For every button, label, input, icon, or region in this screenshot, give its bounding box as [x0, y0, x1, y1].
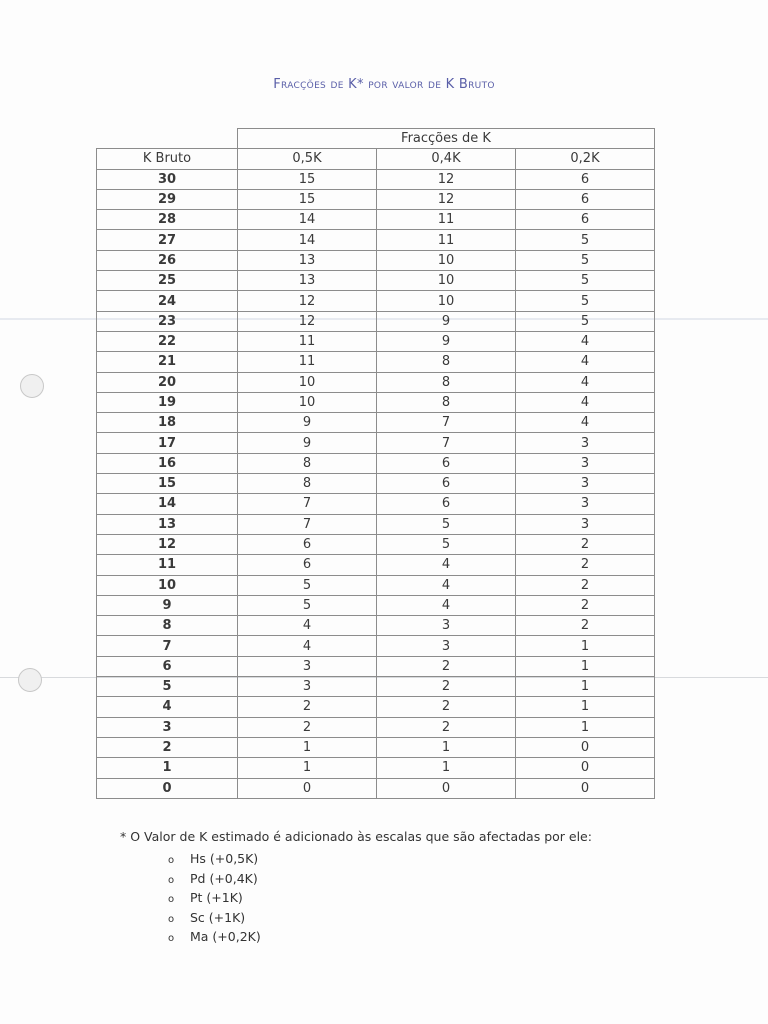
table-row [97, 494, 655, 514]
fraction-cell: 14 [238, 230, 377, 250]
bullet-icon: o [168, 855, 175, 866]
fraction-cell: 5 [516, 250, 655, 270]
fraction-cell: 5 [516, 271, 655, 291]
fraction-cell: 10 [377, 291, 516, 311]
fraction-cell: 1 [516, 717, 655, 737]
fraction-cell: 4 [516, 392, 655, 412]
table-row [97, 250, 655, 270]
table-row [97, 169, 655, 189]
k-bruto-cell: 5 [97, 677, 238, 697]
fraction-cell: 1 [516, 677, 655, 697]
table-row [97, 352, 655, 372]
fraction-cell: 13 [238, 271, 377, 291]
table-header-spacer [97, 129, 238, 149]
footnote-list-item [168, 888, 261, 908]
k-bruto-cell: 19 [97, 392, 238, 412]
fraction-cell: 6 [377, 494, 516, 514]
fraction-cell: 9 [238, 413, 377, 433]
fraction-cell: 5 [516, 230, 655, 250]
table-row [97, 656, 655, 676]
fraction-cell: 12 [377, 189, 516, 209]
fraction-cell: 4 [516, 331, 655, 351]
fraction-cell: 9 [238, 433, 377, 453]
table-row [97, 677, 655, 697]
fraction-cell: 12 [238, 311, 377, 331]
fraction-cell: 6 [238, 534, 377, 554]
fraction-cell: 10 [377, 271, 516, 291]
fraction-cell: 3 [516, 514, 655, 534]
fraction-cell: 6 [516, 169, 655, 189]
column-header-0-4k: 0,4K [377, 149, 516, 169]
table-row [97, 616, 655, 636]
fraction-cell: 3 [516, 433, 655, 453]
bullet-icon: o [168, 933, 175, 944]
fraction-cell: 13 [238, 250, 377, 270]
footnote-item-text: Pd (+0,4K) [190, 870, 258, 886]
table-row [97, 758, 655, 778]
table-row [97, 372, 655, 392]
table-row [97, 595, 655, 615]
table-row [97, 534, 655, 554]
fraction-cell: 4 [377, 555, 516, 575]
fraction-cell: 7 [377, 433, 516, 453]
k-bruto-cell: 12 [97, 534, 238, 554]
k-bruto-cell: 30 [97, 169, 238, 189]
fraction-cell: 6 [516, 210, 655, 230]
k-bruto-cell: 16 [97, 453, 238, 473]
k-bruto-cell: 24 [97, 291, 238, 311]
k-bruto-cell: 22 [97, 331, 238, 351]
table-body [97, 169, 655, 798]
k-bruto-cell: 27 [97, 230, 238, 250]
page-title: Fracções de K* por valor de K Bruto [273, 77, 495, 92]
fraction-cell: 15 [238, 169, 377, 189]
table-row [97, 697, 655, 717]
fracoes-group-header: Fracções de K [238, 129, 655, 149]
table-row [97, 210, 655, 230]
fraction-cell: 14 [238, 210, 377, 230]
footnote-item-text: Sc (+1K) [190, 909, 246, 925]
fraction-cell: 7 [238, 494, 377, 514]
fraction-cell: 10 [238, 392, 377, 412]
table-row [97, 575, 655, 595]
table-row [97, 433, 655, 453]
k-bruto-cell: 6 [97, 656, 238, 676]
fraction-cell: 3 [516, 474, 655, 494]
footnote-list-item [168, 908, 261, 928]
fraction-cell: 9 [377, 311, 516, 331]
fraction-cell: 5 [238, 575, 377, 595]
fraction-cell: 1 [516, 697, 655, 717]
footnote-item-text: Hs (+0,5K) [190, 851, 259, 866]
k-bruto-cell: 21 [97, 352, 238, 372]
fraction-cell: 4 [238, 616, 377, 636]
k-bruto-cell: 11 [97, 555, 238, 575]
k-bruto-cell: 0 [97, 778, 238, 798]
fraction-cell: 2 [377, 697, 516, 717]
fraction-cell: 3 [377, 616, 516, 636]
table-row [97, 636, 655, 656]
fraction-cell: 8 [238, 453, 377, 473]
fraction-cell: 15 [238, 189, 377, 209]
k-bruto-cell: 26 [97, 250, 238, 270]
k-bruto-cell: 17 [97, 433, 238, 453]
k-bruto-cell: 20 [97, 372, 238, 392]
fraction-cell: 8 [377, 352, 516, 372]
fraction-cell: 9 [377, 331, 516, 351]
fraction-cell: 8 [238, 474, 377, 494]
fraction-cell: 12 [238, 291, 377, 311]
table-row [97, 453, 655, 473]
bullet-icon: o [168, 913, 175, 925]
fraction-cell: 3 [516, 453, 655, 473]
fraction-cell: 6 [377, 453, 516, 473]
table-row [97, 778, 655, 798]
k-bruto-cell: 28 [97, 210, 238, 230]
fraction-cell: 0 [516, 778, 655, 798]
fraction-cell: 1 [516, 656, 655, 676]
fraction-cell: 3 [238, 656, 377, 676]
footnote-item-text: Ma (+0,2K) [190, 929, 261, 944]
table-row [97, 514, 655, 534]
k-bruto-cell: 7 [97, 636, 238, 656]
k-bruto-cell: 15 [97, 474, 238, 494]
column-header-0-2k: 0,2K [516, 149, 655, 169]
footnote: * O Valor de K estimado é adicionado às escalas que são afectadas por ele: [120, 829, 592, 844]
fraction-cell: 3 [516, 494, 655, 514]
table-row [97, 555, 655, 575]
fraction-cell: 2 [516, 575, 655, 595]
k-bruto-cell: 10 [97, 575, 238, 595]
fraction-cell: 1 [238, 737, 377, 757]
fraction-cell: 4 [516, 413, 655, 433]
fraction-cell: 4 [238, 636, 377, 656]
fraction-cell: 1 [238, 758, 377, 778]
k-bruto-cell: 13 [97, 514, 238, 534]
table-row [97, 474, 655, 494]
fraction-cell: 4 [377, 575, 516, 595]
footnote-list [168, 849, 261, 947]
fraction-cell: 4 [516, 372, 655, 392]
k-bruto-cell: 8 [97, 616, 238, 636]
k-bruto-cell: 3 [97, 717, 238, 737]
fraction-cell: 11 [377, 230, 516, 250]
k-bruto-cell: 1 [97, 758, 238, 778]
fraction-cell: 7 [377, 413, 516, 433]
fraction-cell: 0 [377, 778, 516, 798]
table-row [97, 311, 655, 331]
fraction-cell: 11 [238, 331, 377, 351]
fraction-cell: 0 [238, 778, 377, 798]
column-header-k-bruto: K Bruto [97, 149, 238, 169]
table-row [97, 392, 655, 412]
fraction-cell: 10 [238, 372, 377, 392]
fraction-cell: 2 [238, 717, 377, 737]
k-bruto-cell: 9 [97, 595, 238, 615]
footnote-item-text: Pt (+1K) [190, 890, 243, 905]
fraction-cell: 12 [377, 169, 516, 189]
table-row [97, 189, 655, 209]
table-row [97, 291, 655, 311]
fraction-cell: 5 [516, 311, 655, 331]
fraction-cell: 2 [516, 616, 655, 636]
footnote-list-item [168, 927, 261, 947]
fraction-cell: 4 [377, 595, 516, 615]
fraction-cell: 7 [238, 514, 377, 534]
table-row [97, 331, 655, 351]
fraction-cell: 2 [377, 677, 516, 697]
fraction-cell: 8 [377, 392, 516, 412]
fraction-cell: 11 [238, 352, 377, 372]
fraction-cell: 0 [516, 758, 655, 778]
fraction-cell: 4 [516, 352, 655, 372]
fraction-cell: 2 [516, 534, 655, 554]
fraction-cell: 10 [377, 250, 516, 270]
k-bruto-cell: 29 [97, 189, 238, 209]
fraction-cell: 5 [238, 595, 377, 615]
fraction-cell: 5 [516, 291, 655, 311]
table-row [97, 717, 655, 737]
table-row [97, 230, 655, 250]
fraction-cell: 6 [377, 474, 516, 494]
bullet-icon: o [168, 874, 175, 886]
k-bruto-cell: 4 [97, 697, 238, 717]
fraction-cell: 2 [377, 717, 516, 737]
footnote-list-item [168, 869, 261, 889]
table-row [97, 737, 655, 757]
fraction-cell: 6 [516, 189, 655, 209]
fraction-cell: 2 [516, 595, 655, 615]
table-row [97, 413, 655, 433]
fraction-cell: 6 [238, 555, 377, 575]
footnote-list-item [168, 849, 261, 869]
fraction-cell: 2 [516, 555, 655, 575]
fraction-cell: 1 [516, 636, 655, 656]
k-bruto-cell: 14 [97, 494, 238, 514]
fraction-cell: 1 [377, 758, 516, 778]
fraction-cell: 11 [377, 210, 516, 230]
fraction-cell: 5 [377, 514, 516, 534]
fraction-cell: 2 [238, 697, 377, 717]
fraction-cell: 0 [516, 737, 655, 757]
k-fractions-table [96, 128, 655, 799]
k-bruto-cell: 23 [97, 311, 238, 331]
fraction-cell: 5 [377, 534, 516, 554]
punch-hole [18, 668, 42, 692]
fraction-cell: 2 [377, 656, 516, 676]
k-bruto-cell: 2 [97, 737, 238, 757]
table-group-header-row [97, 129, 655, 149]
column-header-0-5k: 0,5K [238, 149, 377, 169]
fraction-cell: 3 [238, 677, 377, 697]
k-bruto-cell: 25 [97, 271, 238, 291]
fraction-cell: 3 [377, 636, 516, 656]
table-row [97, 271, 655, 291]
bullet-icon: o [168, 894, 175, 905]
k-bruto-cell: 18 [97, 413, 238, 433]
fraction-cell: 8 [377, 372, 516, 392]
table-header-row [97, 149, 655, 169]
punch-hole [20, 374, 44, 398]
fraction-cell: 1 [377, 737, 516, 757]
